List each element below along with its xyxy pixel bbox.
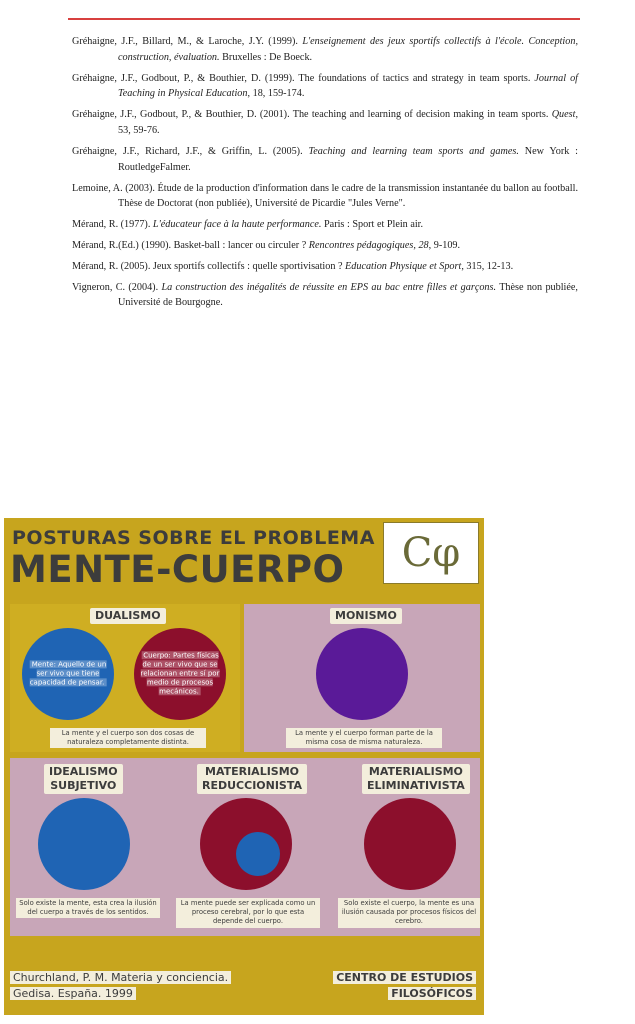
reductionism-circle bbox=[200, 798, 292, 890]
idealism-label: IDEALISMO SUBJETIVO bbox=[44, 764, 123, 794]
publisher-name: CENTRO DE ESTUDIOS FILOSÓFICOS bbox=[333, 970, 476, 1002]
reference-entry: Gréhaigne, J.F., Richard, J.F., & Griffin, L. (2005). Teaching and learning team sports and games. New York : RoutledgeFalmer. bbox=[72, 145, 579, 173]
monism-label: MONISMO bbox=[330, 608, 402, 624]
reference-entry: Gréhaigne, J.F., Godbout, P., & Bouthier, D. (1999). The foundations of tactics and strategy in team sports. Journal of Teaching in Physical Education, 18, 159-174. bbox=[72, 72, 578, 100]
body-circle-label: Cuerpo: Partes físicas de un ser vivo que se relacionan entre sí por medio de procesos mecánicos. bbox=[140, 651, 220, 696]
body-circle bbox=[134, 628, 226, 720]
reference-entry: Mérand, R. (1977). L'éducateur face à la haute performance. Paris : Sport et Plein air. bbox=[72, 219, 424, 231]
reference-entry: Gréhaigne, J.F., Billard, M., & Laroche, J.Y. (1999). L'enseignement des jeux sportifs collectifs à l'école. Conception, construction, évaluation. Bruxelles : De Boeck. bbox=[72, 36, 578, 63]
mind-body-infographic bbox=[4, 518, 484, 1015]
reference-entry: Gréhaigne, J.F., Godbout, P., & Bouthier, D. (2001). The teaching and learning of decision making in team sports. Quest, 53, 59-76. bbox=[72, 109, 579, 137]
eliminativism-circle bbox=[364, 798, 456, 890]
infographic-subtitle: POSTURAS SOBRE EL PROBLEMA bbox=[12, 527, 375, 549]
idealism-description: Solo existe la mente, esta crea la ilusión del cuerpo a través de los sentidos. bbox=[16, 898, 160, 918]
source-citation: Churchland, P. M. Materia y conciencia. Gedisa. España. 1999 bbox=[10, 970, 231, 1002]
monism-description: La mente y el cuerpo forman parte de la misma cosa de misma naturaleza. bbox=[286, 728, 442, 748]
reference-entry: Mérand, R.(Ed.) (1990). Basket-ball : lancer ou circuler ? Rencontres pédagogiques, 28, 9-109. bbox=[72, 239, 461, 251]
reference-entry: Mérand, R. (2005). Jeux sportifs collectifs : quelle sportivisation ? Education Physique et Sport, 315, 12-13. bbox=[72, 260, 514, 272]
monism-circle bbox=[316, 628, 408, 720]
dualism-label: DUALISMO bbox=[90, 608, 166, 624]
reference-entry: Vigneron, C. (2004). La construction des inégalités de réussite en EPS au bac entre filles et garçons. Thèse non publiée, Université de Bourgogne. bbox=[72, 281, 578, 309]
eliminativism-label: MATERIALISMO ELIMINATIVISTA bbox=[362, 764, 470, 794]
mind-circle bbox=[22, 628, 114, 720]
monism-variants-panel bbox=[10, 758, 480, 936]
monism-panel bbox=[244, 604, 480, 752]
eliminativism-description: Solo existe el cuerpo, la mente es una ilusión causada por procesos físicos del cerebro. bbox=[338, 898, 480, 928]
reductionism-description: La mente puede ser explicada como un proceso cerebral, por lo que esta depende del cuerpo. bbox=[176, 898, 320, 928]
infographic-title: MENTE-CUERPO bbox=[10, 548, 345, 591]
reference-entry: Lemoine, A. (2003). Étude de la production d'information dans le cadre de la transmission instantanée du ballon au football. Thèse de Doctorat (non publiée), Université de Picardie "Jules Verne". bbox=[72, 182, 578, 210]
logo-icon: Cφ bbox=[383, 522, 479, 584]
reference-list bbox=[72, 34, 578, 316]
reductionism-inner-mind-circle bbox=[236, 832, 280, 876]
idealism-circle bbox=[38, 798, 130, 890]
mind-circle-label: Mente: Aquello de un ser vivo que tiene capacidad de pensar. bbox=[29, 660, 107, 687]
reductionism-label: MATERIALISMO REDUCCIONISTA bbox=[197, 764, 307, 794]
header-rule bbox=[68, 18, 580, 20]
dualism-panel bbox=[10, 604, 240, 752]
dualism-description: La mente y el cuerpo son dos cosas de naturaleza completamente distinta. bbox=[50, 728, 206, 748]
